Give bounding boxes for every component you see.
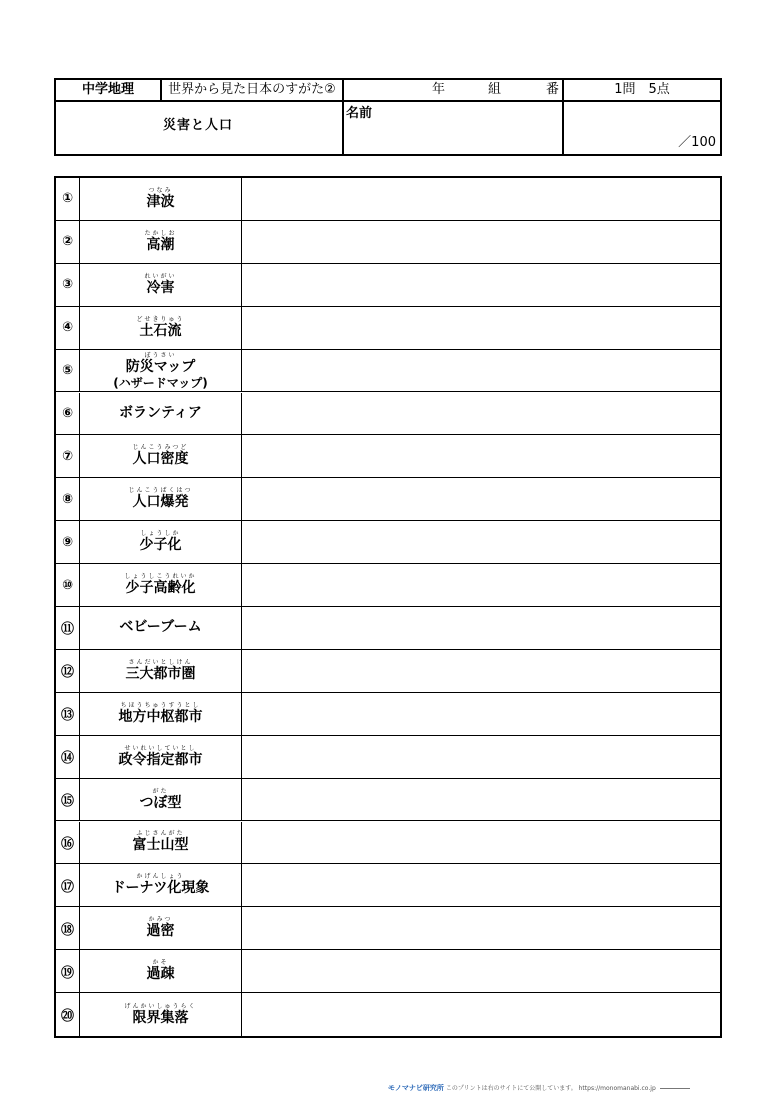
question-term: [80, 907, 242, 949]
number-label: 番: [546, 82, 560, 97]
question-term: [80, 393, 242, 435]
answer-field[interactable]: [242, 264, 720, 306]
question-term: [80, 822, 242, 864]
furigana: どせきりゅう: [136, 315, 185, 323]
question-row: [56, 607, 720, 650]
term-text: 三大都市圏: [125, 665, 196, 682]
term-text: 土石流: [139, 322, 182, 339]
question-number: ⑧: [56, 478, 80, 520]
question-number: ②: [56, 221, 80, 263]
question-row: [56, 307, 720, 350]
question-row: [56, 736, 720, 779]
question-number: ⑬: [56, 693, 80, 735]
answer-field[interactable]: [242, 564, 720, 606]
term-text: 少子高齢化: [125, 580, 196, 597]
subject-label: 中学地理: [81, 82, 134, 97]
question-row: [56, 264, 720, 307]
question-number: ⑤: [56, 350, 80, 392]
furigana: れいがい: [144, 272, 177, 280]
term-text: 冷害: [146, 279, 175, 296]
question-number: ⑦: [56, 435, 80, 477]
furigana: かげんしょう: [136, 873, 185, 881]
answer-field[interactable]: [242, 693, 720, 735]
question-number: ⑳: [56, 993, 80, 1036]
term-text: 人口密度: [132, 451, 189, 468]
question-number: ⑮: [56, 779, 80, 821]
answer-field[interactable]: [242, 521, 720, 563]
question-row: [56, 864, 720, 907]
answer-field[interactable]: [242, 607, 720, 649]
name-label: 名前: [346, 106, 373, 121]
term-subtext: (ハザードマップ): [113, 375, 208, 390]
furigana: ぼうさい: [144, 351, 177, 359]
question-term: [80, 779, 242, 821]
term-text: つぼ型: [139, 794, 182, 811]
question-number: ⑫: [56, 650, 80, 692]
question-term: [80, 521, 242, 563]
term-text: 高潮: [146, 236, 175, 253]
term-text: 政令指定都市: [118, 751, 203, 768]
term-text: 過疎: [146, 966, 175, 983]
answer-field[interactable]: [242, 178, 720, 220]
question-term: [80, 435, 242, 477]
question-number: ①: [56, 178, 80, 220]
furigana: げんかいしゅうらく: [124, 1002, 197, 1010]
question-row: [56, 993, 720, 1036]
furigana: がた: [152, 787, 169, 795]
question-number: ⑨: [56, 521, 80, 563]
answer-field[interactable]: [242, 393, 720, 435]
furigana: かみつ: [148, 916, 173, 924]
question-number: ⑲: [56, 950, 80, 992]
footer-line: [660, 1088, 690, 1089]
question-term: [80, 307, 242, 349]
question-row: [56, 521, 720, 564]
furigana: さんだいとしけん: [128, 658, 193, 666]
question-number: ⑩: [56, 564, 80, 606]
furigana: つなみ: [148, 186, 173, 194]
furigana: たかしお: [144, 229, 177, 237]
term-text: 防災マップ: [125, 358, 196, 375]
answer-field[interactable]: [242, 650, 720, 692]
question-term: [80, 864, 242, 906]
total-score: ／100: [678, 135, 716, 150]
question-table: [54, 176, 722, 1038]
class-label: 組: [488, 82, 502, 97]
question-row: [56, 822, 720, 865]
answer-field[interactable]: [242, 993, 720, 1036]
question-row: [56, 950, 720, 993]
furigana: ちほうちゅうすうとし: [120, 701, 201, 709]
page-title: 災害と人口: [162, 118, 233, 133]
answer-field[interactable]: [242, 221, 720, 263]
furigana: しょうしか: [140, 530, 181, 538]
question-term: [80, 607, 242, 649]
footer: [388, 1083, 768, 1095]
question-term: [80, 221, 242, 263]
furigana: しょうしこうれいか: [124, 573, 197, 581]
question-row: [56, 393, 720, 436]
term-text: ドーナツ化現象: [111, 880, 210, 897]
question-number: ④: [56, 307, 80, 349]
question-row: [56, 907, 720, 950]
term-text: 限界集落: [132, 1009, 189, 1026]
furigana: ふじさんがた: [136, 830, 185, 838]
question-row: [56, 435, 720, 478]
term-text: 人口爆発: [132, 494, 189, 511]
answer-field[interactable]: [242, 950, 720, 992]
question-row: [56, 221, 720, 264]
unit-label: 世界から見た日本のすがた②: [168, 82, 336, 97]
answer-field[interactable]: [242, 779, 720, 821]
question-number: ⑯: [56, 822, 80, 864]
question-term: [80, 478, 242, 520]
question-term: [80, 564, 242, 606]
question-term: [80, 264, 242, 306]
answer-field[interactable]: [242, 864, 720, 906]
question-number: ⑱: [56, 907, 80, 949]
question-term: [80, 650, 242, 692]
question-row: [56, 564, 720, 607]
brand-logo: モノマナビ研究所: [388, 1084, 444, 1092]
furigana: せいれいしていとし: [124, 744, 197, 752]
term-text: ベビーブーム: [119, 619, 202, 636]
furigana: じんこうばくはつ: [128, 487, 193, 495]
answer-field[interactable]: [242, 822, 720, 864]
question-number: ⑰: [56, 864, 80, 906]
question-row: [56, 178, 720, 221]
question-row: [56, 779, 720, 822]
question-term: [80, 178, 242, 220]
term-text: 少子化: [139, 537, 182, 554]
term-text: 過密: [146, 923, 175, 940]
score-rule: 1問 5点: [614, 82, 670, 97]
question-term: [80, 693, 242, 735]
answer-field[interactable]: [242, 435, 720, 477]
question-number: ③: [56, 264, 80, 306]
answer-field[interactable]: [242, 307, 720, 349]
answer-field[interactable]: [242, 736, 720, 778]
furigana: かそ: [152, 959, 169, 967]
question-number: ⑥: [56, 393, 80, 435]
question-number: ⑪: [56, 607, 80, 649]
question-row: [56, 693, 720, 736]
question-term: [80, 736, 242, 778]
question-term: [80, 993, 242, 1036]
question-term: [80, 950, 242, 992]
question-row: [56, 650, 720, 693]
answer-field[interactable]: [242, 478, 720, 520]
term-text: 地方中枢都市: [118, 708, 203, 725]
question-number: ⑭: [56, 736, 80, 778]
answer-field[interactable]: [242, 350, 720, 392]
term-text: 富士山型: [132, 837, 189, 854]
furigana: じんこうみつど: [132, 444, 189, 452]
question-row: [56, 350, 720, 393]
worksheet-header: [54, 78, 722, 156]
footer-text: このプリントは右のサイトにて公開しています。 https://monomanabi.co.jp: [445, 1085, 656, 1092]
question-term: [80, 350, 242, 392]
question-row: [56, 478, 720, 521]
class-info: [344, 80, 562, 100]
term-text: 津波: [146, 193, 175, 210]
answer-field[interactable]: [242, 907, 720, 949]
term-text: ボランティア: [119, 404, 202, 421]
year-label: 年: [432, 82, 446, 97]
